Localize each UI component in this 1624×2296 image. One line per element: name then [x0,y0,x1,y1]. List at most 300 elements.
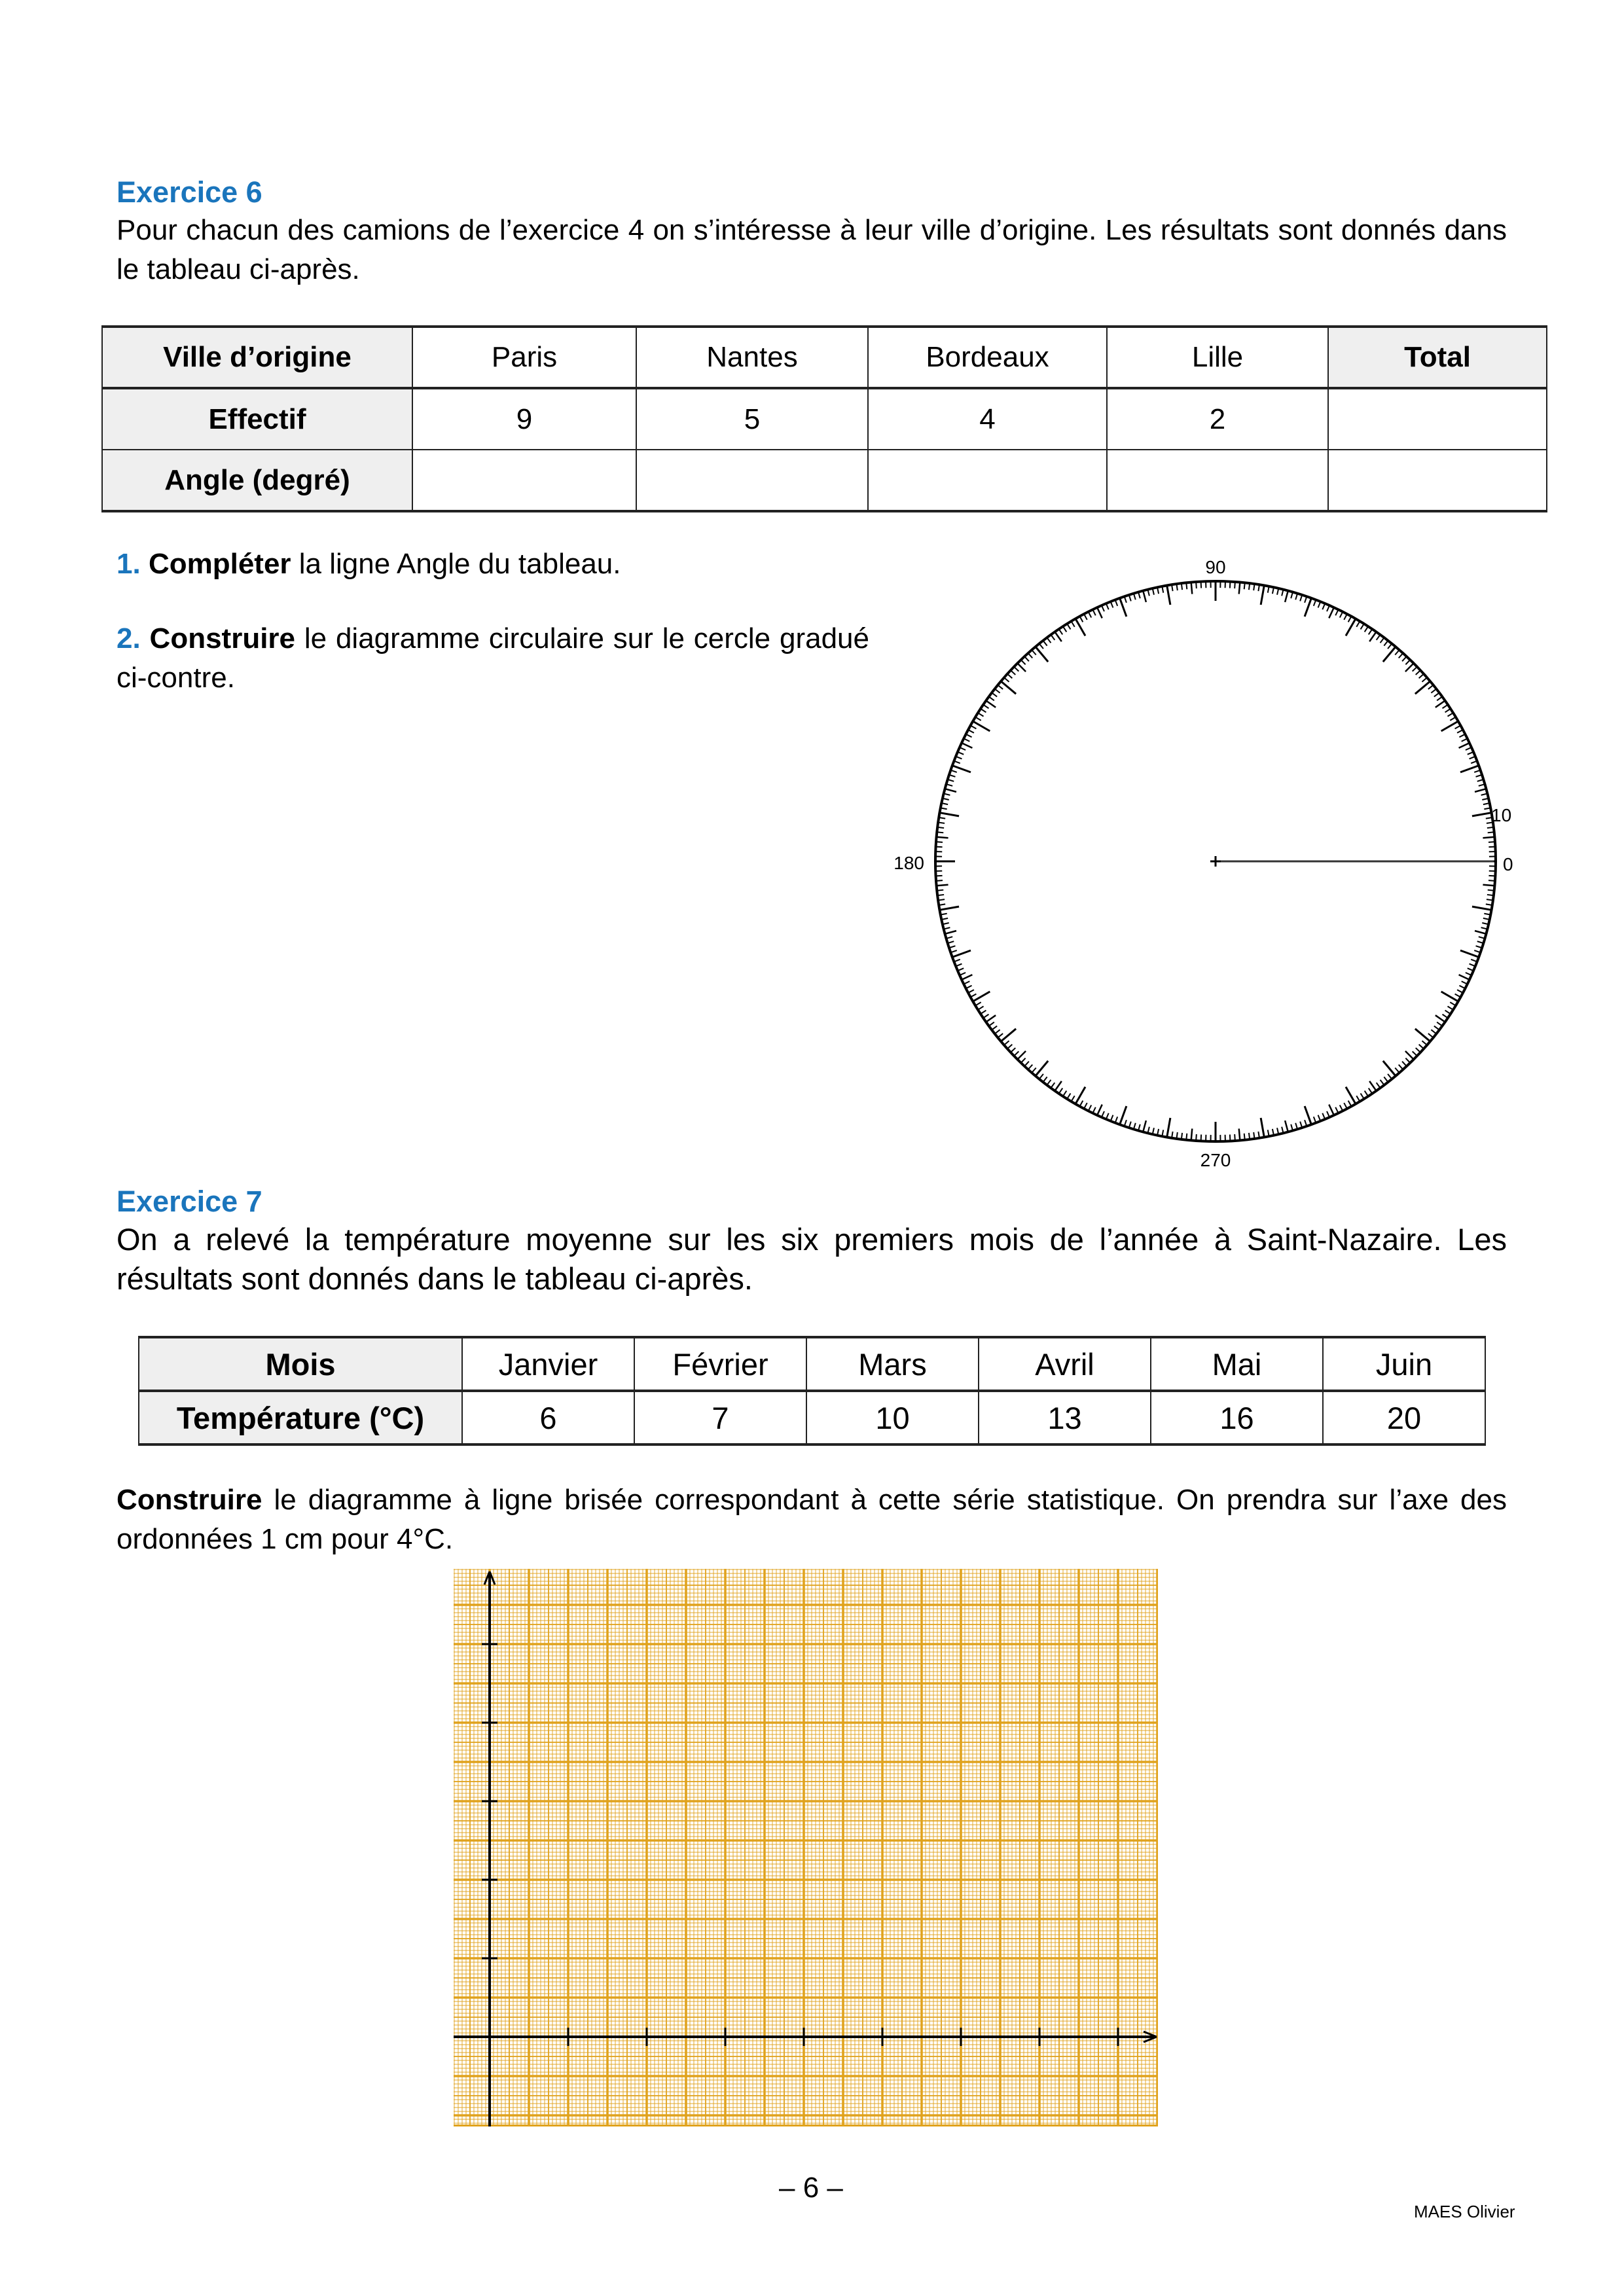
exercise-7-instruction [117,1480,1507,1559]
city-header-row [102,327,1547,388]
graduation-tick [948,941,954,943]
label-0-deg: 0 [1503,854,1513,874]
graduation-tick [937,832,943,833]
graduation-tick [1239,583,1240,594]
graduation-tick [1092,609,1095,615]
grid-cm-lines [454,1569,1158,2126]
exercise-7-intro: On a relevé la température moyenne sur les six premiers mois de l’année à Saint-Nazaire. Les résultats sont donnés dans le tableau ci-après. [117,1222,1507,1296]
graduation-tick [1488,890,1494,891]
graduation-tick [1327,605,1329,611]
graduation-tick [1405,1051,1414,1060]
graduation-tick [1295,594,1297,600]
graduation-tick [1032,650,1036,655]
graduation-tick [971,994,977,997]
graduation-tick [1167,586,1170,605]
graduation-tick [1059,629,1063,634]
effectif-total-cell[interactable] [1328,388,1547,450]
graduation-tick [983,705,988,709]
month-cell: Janvier [462,1337,634,1391]
graduation-tick [1014,1051,1019,1056]
graduation-tick [1344,1103,1347,1109]
question-1 [117,545,869,584]
graduation-tick [1369,1088,1373,1094]
month-cell: Mai [1151,1337,1323,1391]
graduation-tick [1477,941,1484,943]
graduation-tick [992,1026,997,1030]
graduation-tick [1356,621,1360,627]
graduation-tick [1437,1022,1442,1026]
graduation-tick [1021,660,1026,664]
graduation-tick [995,1030,1000,1033]
effectif-label: Effectif [102,388,412,450]
graduation-tick [1487,827,1494,828]
month-cell: Avril [979,1337,1151,1391]
graduation-tick [1435,1015,1445,1022]
graduation-tick [1445,1011,1451,1014]
graduation-tick [1431,1030,1436,1033]
graduation-tick [1089,1105,1092,1111]
graduation-tick [1416,1048,1420,1052]
graduation-tick [1462,738,1468,741]
exercise-7-title: Exercice 7 [117,1185,262,1218]
graduation-tick [971,726,977,729]
graduation-tick [1249,1133,1250,1139]
graduation-tick [1106,1113,1109,1119]
graduation-tick [1348,617,1352,622]
temperature-cell: 7 [634,1391,806,1444]
graduation-tick [1024,656,1029,661]
graduation-tick [1067,1093,1070,1098]
graduation-tick [1043,1077,1047,1082]
graduation-tick [1447,713,1453,716]
months-label: Mois [139,1337,462,1391]
graduation-tick [1415,1029,1430,1041]
graduation-tick [1402,1062,1407,1066]
graduation-tick [1230,582,1231,588]
graduation-tick [1369,632,1376,641]
graduation-tick [1134,1123,1136,1130]
month-cell: Février [634,1337,806,1391]
graduation-tick [1055,1081,1062,1091]
graduation-tick [1004,1041,1009,1045]
graduation-tick [1097,607,1102,618]
graduation-tick [998,1033,1003,1037]
graduation-tick [978,713,983,716]
graduation-tick [1419,674,1424,679]
graduation-tick [1084,1103,1087,1109]
graduation-tick [1344,614,1347,620]
graduation-tick [1191,1128,1193,1140]
graduation-tick [960,747,965,750]
temperature-table [138,1336,1486,1446]
graduation-tick [1434,692,1439,696]
graduation-tick [1335,609,1338,615]
graduation-tick [968,730,974,733]
graduation-tick [986,1015,996,1022]
graduation-tick [1001,1029,1016,1041]
graduation-tick [1388,1074,1392,1079]
graduation-tick [1075,1087,1085,1104]
graduation-tick [1039,643,1043,649]
question-2-text: le diagramme circulaire sur le cercle gradué ci-contre. [117,622,869,694]
graduation-tick [966,734,972,738]
graduation-tick [1230,1134,1231,1141]
graduation-tick [937,837,948,838]
graduation-tick [968,990,974,993]
effectif-cell: 5 [636,388,868,450]
graduation-tick [1395,650,1399,655]
graduation-tick [1047,1080,1051,1085]
graduation-tick [1249,583,1250,590]
graduation-tick [1084,614,1087,620]
graduation-tick [1036,647,1048,662]
graduation-tick [1051,1083,1055,1088]
graduation-tick [1176,584,1177,590]
temperature-cell: 10 [806,1391,979,1444]
graduation-tick [1459,743,1470,748]
effectif-cell: 2 [1107,388,1328,450]
graduation-tick [1377,1083,1380,1088]
graduation-tick [1063,1091,1066,1096]
graduation-tick [1479,784,1485,786]
graduation-tick [1383,1061,1396,1076]
graduation-tick [1489,847,1495,848]
months-row [139,1337,1485,1391]
graduation-tick [1092,1107,1095,1113]
total-header: Total [1328,327,1547,388]
graduation-tick [1340,1105,1343,1111]
angle-cell[interactable] [868,450,1107,511]
graduation-tick [1365,1091,1368,1096]
graduation-tick [937,827,944,828]
question-1-text: la ligne Angle du tableau. [291,548,621,580]
city-table [101,325,1547,512]
graduation-tick [1102,605,1104,611]
graduation-tick [1365,626,1368,632]
graduation-tick [1329,1105,1334,1115]
temperature-label: Température (°C) [139,1391,462,1444]
angle-label: Angle (degré) [102,450,412,511]
graduation-tick [1462,981,1468,984]
graduation-tick [1138,1124,1140,1131]
angle-cell[interactable] [1107,450,1328,511]
angle-row [102,450,1547,511]
graduation-tick [1437,696,1442,700]
graduation-tick [1416,670,1420,675]
graduation-tick [1413,667,1417,672]
graduation-tick [1445,709,1451,712]
graduation-tick [1285,591,1288,602]
graduation-tick [1261,1118,1264,1138]
graduation-tick [1384,641,1388,646]
graduation-tick [966,986,972,989]
graduation-tick [1028,1065,1033,1069]
graduation-tick [1405,660,1410,664]
graduation-tick [1021,1058,1026,1063]
graduation-tick [1043,641,1047,646]
graduated-circle[interactable] [871,550,1564,1185]
graduation-tick [1399,1065,1403,1069]
graduation-tick [960,973,965,975]
graduation-tick [989,696,994,700]
graduation-tick [1201,1134,1202,1141]
angle-cell[interactable] [412,450,636,511]
graduation-tick [1051,635,1055,640]
graduation-tick [1447,1007,1453,1010]
graduation-tick [1422,1041,1427,1045]
graduation-tick [1361,1093,1364,1098]
graduation-tick [964,981,969,984]
temperature-cell: 20 [1323,1391,1485,1444]
graduation-tick [1004,677,1009,682]
graduation-tick [936,847,943,848]
graduation-tick [989,1022,994,1026]
graduation-tick [1143,1121,1146,1132]
city-cell: Paris [412,327,636,388]
graduation-tick [1011,670,1015,675]
effectif-cell: 9 [412,388,636,450]
graduation-tick [1196,1134,1197,1141]
graduation-tick [1291,1124,1293,1131]
exercise-6-title: Exercice 6 [117,175,262,209]
graduation-tick [1441,721,1458,731]
graduation-tick [1475,931,1486,934]
graduation-tick [1472,906,1492,910]
graph-paper[interactable] [454,1569,1158,2126]
grid-half-cm-lines [454,1569,1158,2126]
graduation-tick [945,931,956,934]
graduation-tick [1399,653,1403,658]
graduation-tick [1007,674,1012,679]
month-cell: Juin [1323,1337,1485,1391]
graduation-tick [964,738,969,741]
instruction-text: le diagramme à ligne brisée correspondant à cette série statistique. On prendra sur l’axe des ordonnées 1 cm pour 4°C. [117,1484,1507,1555]
graduation-tick [1167,1118,1170,1138]
graduation-tick [1428,1033,1434,1037]
graduation-tick [1450,717,1456,721]
graduation-tick [1017,663,1026,672]
graduation-tick [1483,837,1494,838]
graduation-tick [1138,592,1140,599]
graduation-tick [973,721,990,731]
graduation-tick [1428,685,1434,689]
graduation-tick [1196,582,1197,588]
label-270-deg: 270 [1200,1150,1231,1170]
graduation-tick [1405,1058,1410,1063]
graduation-tick [1176,1132,1177,1139]
graduation-tick [1369,629,1373,634]
graduation-tick [1388,643,1392,649]
graduation-tick [1089,612,1092,618]
graduation-tick [1434,1026,1439,1030]
author: MAES Olivier [1414,2202,1515,2221]
page-number: – 6 – [779,2172,843,2204]
graduation-tick [937,890,943,891]
graduation-tick [1295,1123,1297,1130]
graduation-tick [936,880,943,881]
graduation-tick [1067,624,1070,629]
graduation-tick [945,789,956,792]
grid-minor-lines [454,1569,1158,2126]
graduation-tick [1457,730,1463,733]
graduation-tick [1435,701,1445,708]
graduation-tick [1346,619,1356,636]
graduation-tick [1322,603,1325,609]
graduation-tick [1466,747,1471,750]
graduation-tick [948,780,954,781]
graduation-tick [1080,617,1083,622]
graduation-tick [1191,583,1193,594]
graduation-tick [1483,885,1494,886]
graduation-tick [1402,656,1407,661]
graduation-tick [1001,681,1016,694]
graduation-tick [1039,1074,1043,1079]
graduation-tick [1450,1002,1456,1005]
graduation-tick [998,685,1003,689]
temperature-cell: 16 [1151,1391,1323,1444]
city-cell: Lille [1107,327,1328,388]
graduation-tick [1384,1077,1388,1082]
graduation-tick [1477,780,1484,781]
question-2-number: 2. [117,622,141,655]
graduation-tick [1335,1107,1338,1113]
graduation-tick [938,822,945,823]
graduation-tick [1186,583,1187,589]
question-2 [117,619,869,698]
angle-total-cell[interactable] [1328,450,1547,511]
graduation-tick [1186,1134,1187,1140]
graduation-tick [1468,968,1473,971]
graduation-tick [1327,1111,1329,1117]
graduation-tick [962,743,972,748]
temperature-cell: 13 [979,1391,1151,1444]
graduation-tick [1479,937,1485,939]
graduation-tick [1134,594,1136,600]
graduation-tick [1459,986,1465,989]
graduation-tick [1291,592,1293,599]
graduation-tick [1466,973,1471,975]
graduation-tick [1405,663,1414,672]
graduation-tick [940,906,960,910]
graduation-tick [1395,1067,1399,1073]
graduation-tick [1143,591,1146,602]
graduation-tick [1431,689,1436,692]
graduation-tick [1239,1128,1240,1140]
graduation-tick [1380,1080,1384,1085]
month-cell: Mars [806,1337,979,1391]
graduation-tick [1017,1051,1026,1060]
graduation-tick [1285,1121,1288,1132]
instruction-verb: Construire [117,1484,262,1516]
graduation-tick [1475,789,1486,792]
graduation-tick [1441,992,1458,1001]
graduation-tick [1340,612,1343,618]
graduation-tick [986,701,996,708]
graduation-tick [1106,603,1109,609]
graduation-tick [975,717,981,721]
graduation-tick [1377,635,1380,640]
graduation-tick [937,885,948,886]
graduation-tick [947,937,953,939]
graduation-tick [995,689,1000,692]
graduation-tick [1036,1061,1048,1076]
graduation-tick [958,968,964,971]
graduation-tick [1472,813,1492,816]
graduation-tick [1097,1105,1102,1115]
graduation-tick [1072,621,1075,627]
graduation-tick [1055,632,1062,641]
graduation-tick [1346,1087,1356,1104]
graduation-tick [1356,1096,1360,1102]
label-10-deg: 10 [1491,805,1512,825]
graduation-tick [1322,1113,1325,1119]
graduation-tick [947,784,953,786]
graduation-tick [1459,975,1470,980]
graduation-tick [1457,990,1463,993]
graduation-tick [1380,637,1384,643]
graduation-tick [1468,752,1473,755]
graduation-tick [1487,899,1493,900]
graduation-tick [1443,1014,1448,1018]
graduation-tick [1014,667,1019,672]
graduation-tick [1443,705,1448,709]
graduation-tick [1007,1045,1012,1049]
graduation-tick [1028,653,1033,658]
city-cell: Nantes [636,327,868,388]
graduation-tick [1329,607,1334,618]
graduation-tick [1383,647,1396,662]
graduation-tick [1072,1096,1075,1102]
graduation-tick [1413,1051,1417,1056]
graduation-tick [1244,1134,1245,1140]
graduation-tick [1455,994,1461,997]
graduation-tick [981,709,986,712]
city-header-label: Ville d’origine [102,327,412,388]
graduation-tick [1063,626,1066,632]
angle-cell[interactable] [636,450,868,511]
graduation-tick [1455,726,1461,729]
graduation-tick [1261,586,1264,605]
graduation-tick [1422,677,1427,682]
graduation-tick [1489,880,1495,881]
graduation-tick [981,1011,986,1014]
graduation-tick [1488,832,1494,833]
graduation-tick [983,1014,988,1018]
graduation-tick [1459,734,1465,738]
graduation-tick [1024,1062,1029,1066]
label-180-deg: 180 [893,853,924,873]
graduation-tick [1032,1067,1036,1073]
graduation-tick [1419,1045,1424,1049]
label-90-deg: 90 [1205,557,1226,577]
question-1-verb: Compléter [148,548,291,580]
city-cell: Bordeaux [868,327,1107,388]
question-1-number: 1. [117,548,141,580]
temperature-cell: 6 [462,1391,634,1444]
graduation-tick [1080,1101,1083,1107]
effectif-row [102,388,1547,450]
graduation-tick [1244,583,1245,589]
graduation-tick [1201,582,1202,588]
graduation-tick [1415,681,1430,694]
graduation-tick [1102,1111,1104,1117]
effectif-cell: 4 [868,388,1107,450]
graduation-tick [1059,1088,1063,1094]
question-2-verb: Construire [149,622,296,655]
graduation-tick [1369,1081,1376,1091]
graduation-tick [975,1002,981,1005]
graduation-tick [1361,624,1364,629]
